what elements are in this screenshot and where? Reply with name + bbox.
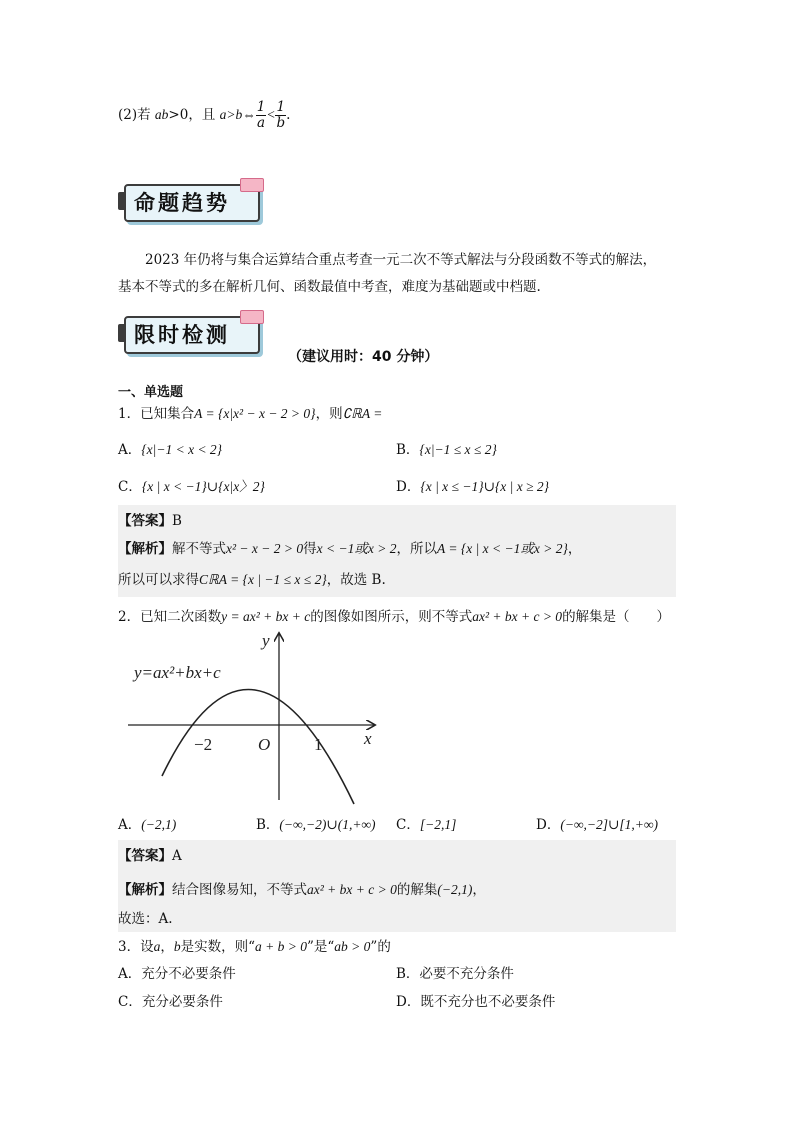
- q2-option-d: D．(−∞,−2]∪[1,+∞): [536, 817, 658, 833]
- top-cond: ab: [154, 107, 169, 122]
- q1-answer-box: [118, 505, 676, 597]
- section-title-trend: 命题趋势: [134, 191, 230, 215]
- y-axis-label: y: [262, 631, 270, 650]
- origin-label: O: [258, 735, 271, 754]
- root-left-label: −2: [194, 735, 213, 754]
- root-right-label: 1: [314, 735, 323, 754]
- fraction-1-over-a: $\frac{1}{a}$: [256, 99, 266, 131]
- top-line: [118, 100, 290, 131]
- q1-analysis-2: 所以可以求得CℝA = {x | −1 ≤ x ≤ 2}，故选 B.: [118, 572, 386, 588]
- q2-answer-box: [118, 840, 676, 932]
- top-lt: <: [266, 107, 276, 122]
- q3-option-c: C．充分必要条件: [118, 994, 223, 1010]
- q2-answer: 【答案】A: [118, 848, 182, 864]
- q3-option-a: A．充分不必要条件: [118, 966, 236, 982]
- top-prefix: (2)若: [118, 107, 155, 123]
- section-banner-test: [116, 310, 264, 356]
- trend-line-1: 2023 年仍将与集合运算结合重点考查一元二次不等式解法与分段函数不等式的解法，: [145, 252, 657, 268]
- top-lhs: a>b⇔: [219, 107, 256, 122]
- q1-option-d: D．{x | x ≤ −1}∪{x | x ≥ 2}: [396, 479, 550, 495]
- time-hint: （建议用时：40 分钟）: [288, 349, 439, 365]
- banner-tag-icon: [240, 178, 264, 192]
- q2-analysis-1: 【解析】结合图像易知，不等式ax² + bx + c > 0的解集(−2,1)，: [118, 882, 486, 898]
- q1-stem: 1．已知集合A = {x|x² − x − 2 > 0}，则∁ℝA =: [118, 406, 383, 422]
- fraction-1-over-b: $\frac{1}{b}$: [276, 99, 286, 131]
- top-cond-rest: >0，且: [168, 107, 220, 123]
- q2-option-c: C．[−2,1]: [396, 817, 457, 833]
- part-title: 一、单选题: [118, 385, 184, 400]
- q1-analysis-1: 【解析】解不等式x² − x − 2 > 0得x < −1或x > 2，所以A = {x | x < −1或x > 2}，: [118, 541, 582, 557]
- q1-set: A = {x|x² − x − 2 > 0}: [194, 406, 316, 421]
- curve-label: y=ax²+bx+c: [134, 663, 221, 682]
- q2-option-a: A．(−2,1): [118, 817, 177, 833]
- banner-tag-icon: [240, 310, 264, 324]
- trend-line-2: 基本不等式的多在解析几何、函数最值中考查，难度为基础题或中档题.: [118, 279, 541, 295]
- x-axis-label: x: [364, 729, 372, 748]
- q1-option-a: A．{x|−1 < x < 2}: [118, 442, 223, 458]
- q1-complement: ∁ℝA =: [342, 406, 383, 421]
- q1-answer: 【答案】B: [118, 513, 182, 529]
- banner-tab: [118, 192, 126, 210]
- q3-stem: 3．设a，b是实数，则“a + b > 0”是“ab > 0”的: [118, 939, 391, 955]
- q3-option-b: B．必要不充分条件: [396, 966, 514, 982]
- q1-option-b: B．{x|−1 ≤ x ≤ 2}: [396, 442, 497, 458]
- q2-analysis-2: 故选：A.: [118, 911, 173, 927]
- q1-option-c: C．{x | x < −1}∪{x|x〉2}: [118, 479, 265, 495]
- banner-tab: [118, 324, 126, 342]
- q2-option-b: B．(−∞,−2)∪(1,+∞): [256, 817, 376, 833]
- section-banner-trend: [116, 178, 264, 224]
- parabola-graph: [124, 628, 386, 806]
- q2-stem: 2．已知二次函数y = ax² + bx + c的图像如图所示，则不等式ax² + bx + c > 0的解集是（ ）: [118, 609, 671, 625]
- top-end: .: [286, 107, 291, 123]
- q3-option-d: D．既不充分也不必要条件: [396, 994, 556, 1010]
- section-title-test: 限时检测: [134, 323, 230, 347]
